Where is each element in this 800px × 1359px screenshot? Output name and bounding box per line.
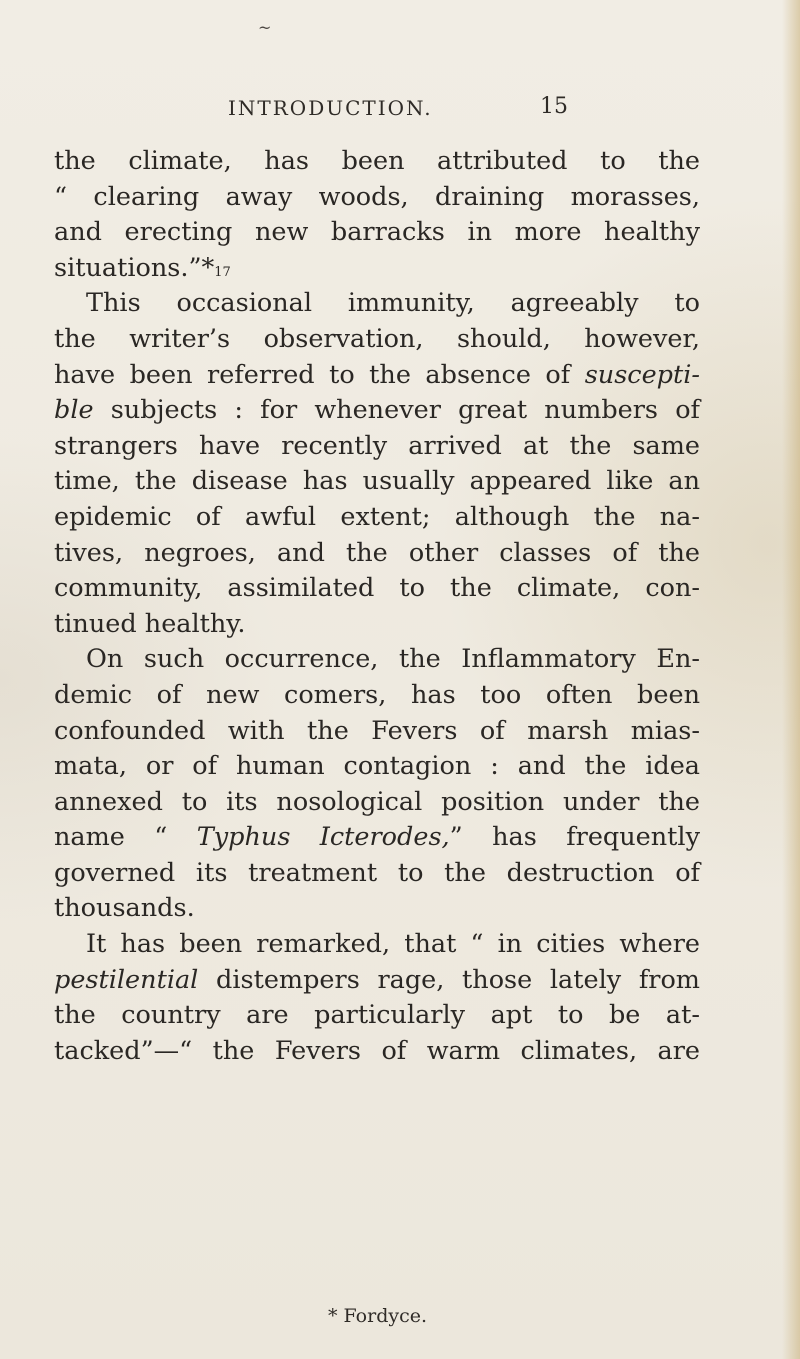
top-mark: ~ (258, 18, 272, 37)
text-line: epidemic of awful extent; although the na- (54, 501, 700, 532)
text-line: the writer’s observation, should, however, (54, 323, 700, 354)
page-number: 15 (540, 94, 568, 119)
text-line: the climate, has been attributed to the (54, 146, 700, 176)
running-header (228, 96, 568, 120)
text-line: situations.”*$^{17}$ (54, 252, 231, 283)
header-title: INTRODUCTION. (228, 96, 433, 120)
text-line: time, the disease has usually appeared like an (54, 466, 700, 497)
text-line: tives, negroes, and the other classes of the (54, 537, 700, 568)
text-line: pestilential distempers rage, those lately from (54, 964, 700, 995)
text-line: governed its treatment to the destruction of (54, 857, 700, 888)
text-line: demic of new comers, has too often been (54, 679, 700, 710)
text-line: community, assimilated to the climate, con- (54, 573, 700, 604)
text-line: and erecting new barracks in more healthy (54, 217, 700, 248)
text-line: name “ Typhus Icterodes,” has frequently (54, 822, 700, 853)
text-line: the country are particularly apt to be at- (54, 1000, 700, 1031)
footnote-ref: 17 (214, 264, 231, 280)
text-line: strangers have recently arrived at the same (54, 430, 700, 461)
body-text (54, 144, 700, 1069)
text-line: have been referred to the absence of suscepti- (54, 359, 700, 390)
text-line: annexed to its nosological position under the (54, 786, 700, 817)
paragraph-start: It has been remarked, that “ in cities where (86, 929, 700, 960)
text-line: confounded with the Fevers of marsh mias- (54, 715, 700, 746)
text-line: thousands. (54, 893, 195, 924)
page-edge-shadow (782, 0, 800, 1359)
text-line: tinued healthy. (54, 608, 246, 639)
text-line: tacked”—“ the Fevers of warm climates, are (54, 1035, 700, 1066)
text-line: “ clearing away woods, draining morasses, (54, 181, 700, 212)
text-line: mata, or of human contagion : and the idea (54, 751, 700, 782)
text-line: ble subjects : for whenever great numbers of (54, 395, 700, 426)
footnote: * Fordyce. (328, 1305, 428, 1327)
paragraph-start: On such occurrence, the Inflammatory En- (86, 644, 700, 675)
paragraph-start: This occasional immunity, agreeably to (86, 288, 700, 319)
